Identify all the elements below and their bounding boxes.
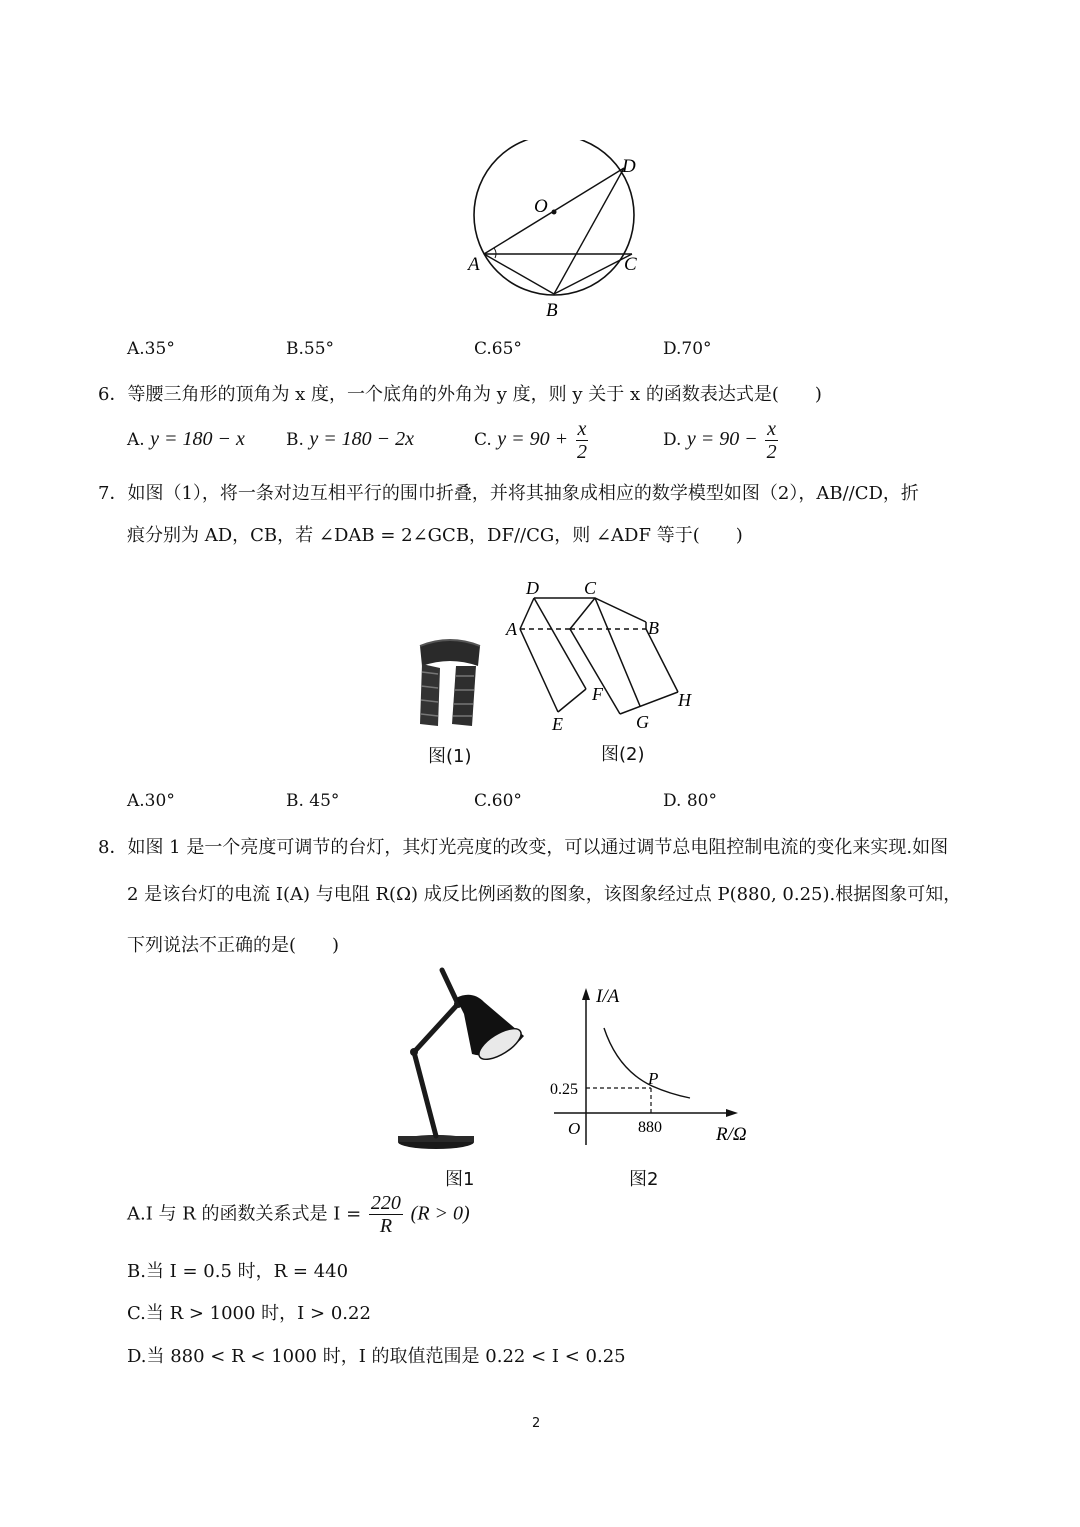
- q8-number: 8．: [98, 837, 128, 858]
- page-number: 2: [532, 1416, 541, 1431]
- y-axis-label: I/A: [596, 986, 620, 1007]
- circle-figure: [460, 140, 660, 325]
- current-resistance-graph: [540, 980, 760, 1150]
- q6-d-expr: y = 90 −: [686, 428, 758, 450]
- q8-caption-1: 图1: [445, 1169, 475, 1190]
- q8-caption-2: 图2: [629, 1169, 659, 1190]
- q6-d-fraction: $\frac{x}{2}$: [766, 418, 777, 463]
- q5-option-b: B.55°: [286, 339, 335, 359]
- q7-text-1: 如图（1），将一条对边互相平行的围巾折叠，并将其抽象成相应的数学模型如图（2），AB//CD，折: [127, 483, 919, 504]
- desk-lamp-image: [392, 962, 532, 1154]
- label-a: A: [506, 619, 517, 639]
- q7-option-d: D. 80°: [663, 791, 717, 811]
- label-b: B: [546, 300, 558, 321]
- scarf-image: [412, 636, 488, 730]
- q8-option-c: C.当 R > 1000 时，I > 0.22: [127, 1303, 371, 1324]
- q5-option-d: D.70°: [663, 339, 712, 359]
- q8-option-a: [127, 1192, 470, 1237]
- x-axis-label: R/Ω: [716, 1124, 747, 1145]
- q6-option-d: [663, 418, 780, 463]
- q6-text: 等腰三角形的顶角为 x 度，一个底角的外角为 y 度，则 y 关于 x 的函数表达式是( ): [127, 384, 822, 405]
- q6-a-prefix: A.: [127, 430, 145, 450]
- label-b: B: [648, 618, 659, 638]
- q6-c-prefix: C.: [474, 430, 492, 450]
- q5-option-a: A.35°: [127, 339, 175, 359]
- q6-c-expr: y = 90 +: [497, 428, 569, 450]
- q5-option-c: C.65°: [474, 339, 522, 359]
- label-h: H: [678, 690, 691, 710]
- label-g: G: [636, 712, 649, 732]
- q8-option-b: B.当 I = 0.5 时，R = 440: [127, 1261, 349, 1282]
- q6-d-prefix: D.: [663, 430, 682, 450]
- label-e: E: [552, 714, 563, 734]
- q7-option-c: C.60°: [474, 791, 522, 811]
- q7-option-a: A.30°: [127, 791, 175, 811]
- q8-option-d: D.当 880 < R < 1000 时，I 的取值范围是 0.22 < I < 0.25: [127, 1346, 626, 1367]
- label-f: F: [592, 684, 603, 704]
- q6-b-expr: y = 180 − 2x: [309, 428, 415, 450]
- q7-stem-line2: 痕分别为 AD，CB，若 ∠DAB = 2∠GCB，DF//CG，则 ∠ADF 等于( ): [127, 525, 743, 546]
- q6-b-prefix: B.: [286, 430, 304, 450]
- q8-stem-line2: 2 是该台灯的电流 I(A) 与电阻 R(Ω) 成反比例函数的图象，该图象经过点 P(880, 0.25).根据图象可知，: [127, 884, 962, 905]
- q6-stem: [98, 380, 822, 406]
- label-a: A: [468, 254, 480, 275]
- q8-a-tail: (R > 0): [410, 1202, 470, 1225]
- origin-label: O: [568, 1119, 581, 1138]
- label-c: C: [584, 578, 597, 598]
- q8-text-1: 如图 1 是一个亮度可调节的台灯，其灯光亮度的改变，可以通过调节总电阻控制电流的变化来实现.如图: [127, 837, 949, 858]
- label-d: D: [622, 156, 636, 177]
- q7-stem-line1: [98, 479, 919, 505]
- q6-number: 6．: [98, 384, 128, 405]
- q8-stem-line3: 下列说法不正确的是( ): [127, 935, 340, 956]
- q7-number: 7．: [98, 483, 128, 504]
- q6-a-expr: y = 180 − x: [150, 428, 245, 450]
- fold-model-figure: [500, 574, 710, 734]
- q6-c-fraction: $\frac{x}{2}$: [576, 418, 587, 463]
- q8-a-lead: A.I 与 R 的函数关系式是 I =: [127, 1203, 362, 1225]
- q7-caption-2: 图(2): [601, 744, 645, 765]
- q7-option-b: B. 45°: [286, 791, 340, 811]
- q8-stem-line1: [98, 833, 948, 859]
- q8-a-fraction: $\frac{220}{R}$: [370, 1192, 401, 1237]
- x-tick-label: 880: [638, 1119, 662, 1136]
- label-d: D: [526, 578, 539, 598]
- point-p-label: P: [648, 1069, 659, 1088]
- q6-option-a: [127, 428, 245, 451]
- q6-option-b: [286, 428, 414, 451]
- q7-caption-1: 图(1): [428, 746, 472, 767]
- q6-option-c: [474, 418, 590, 463]
- label-c: C: [624, 254, 637, 275]
- y-tick-label: 0.25: [550, 1081, 578, 1098]
- label-o: O: [534, 196, 548, 217]
